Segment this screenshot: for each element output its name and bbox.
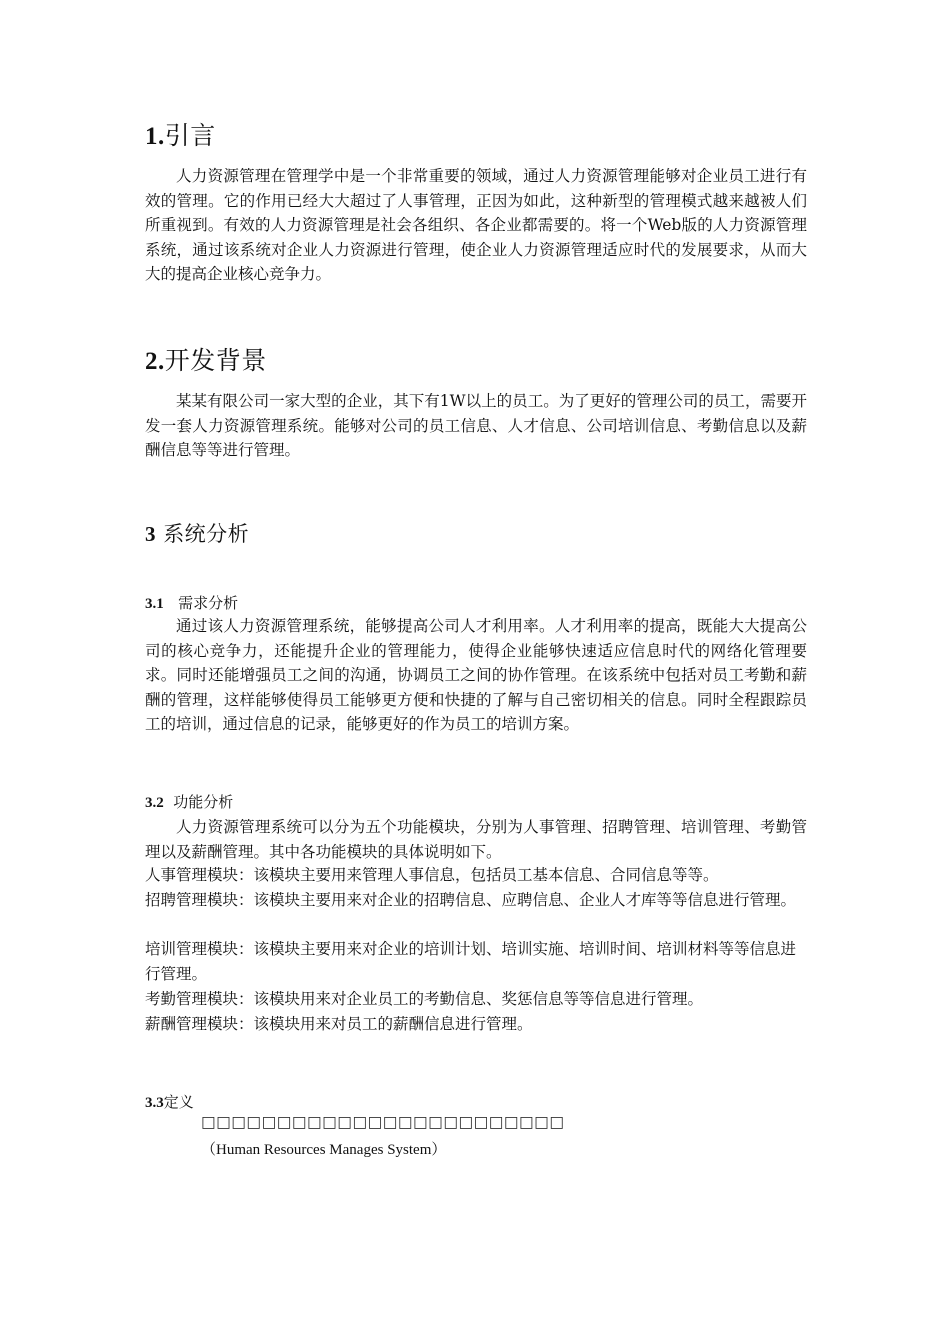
section-2-title: 开发背景 xyxy=(164,346,267,375)
section-3-number: 3 xyxy=(145,522,156,546)
subsection-3-2-intro: 人力资源管理系统可以分为五个功能模块，分别为人事管理、招聘管理、培训管理、考勤管理以及薪酬管理。其中各功能模块的具体说明如下。 xyxy=(145,818,807,861)
definition-english-name: （Human Resources Manages System） xyxy=(201,1142,447,1158)
section-3-heading xyxy=(145,518,249,548)
module-salary: 薪酬管理模块：该模块用来对员工的薪酬信息进行管理。 xyxy=(145,1015,533,1033)
subsection-3-1-paragraph: 通过该人力资源管理系统，能够提高公司人才利用率。人才利用率的提高，既能大大提高公司的核心竞争力，还能提升企业的管理能力，使得企业能够快速适应信息时代的网络化管理要求。同时还能增强员工之间的沟通，协调员工之间的协作管理。在该系统中包括对员工考勤和薪酬的管理，这样能够使得员工能够更方便和快捷的了解与自己密切相关的信息。同时全程跟踪员工的培训，通过信息的记录，能够更好的作为员工的培训方案。 xyxy=(145,617,807,733)
subsection-3-3-heading xyxy=(145,1091,194,1112)
section-2-heading xyxy=(145,341,267,377)
section-1-heading xyxy=(145,116,216,152)
subsection-3-2-number: 3.2 xyxy=(145,795,164,811)
section-2-paragraph: 某某有限公司一家大型的企业，其下有1W以上的员工。为了更好的管理公司的员工，需要开发一套人力资源管理系统。能够对公司的员工信息、人才信息、公司培训信息、考勤信息以及薪酬信息等等进行管理。 xyxy=(145,392,807,459)
module-personnel: 人事管理模块：该模块主要用来管理人事信息，包括员工基本信息、合同信息等等。 xyxy=(145,866,719,884)
section-2-number: 2. xyxy=(145,348,165,375)
module-training: 培训管理模块：该模块主要用来对企业的培训计划、培训实施、培训时间、培训材料等等信息进行管理。 xyxy=(145,940,797,983)
subsection-3-2-title: 功能分析 xyxy=(173,793,234,811)
subsection-3-1-title: 需求分析 xyxy=(178,594,239,612)
section-1-number: 1. xyxy=(145,123,165,150)
subsection-3-1-heading xyxy=(145,592,238,613)
section-1-paragraph: 人力资源管理在管理学中是一个非常重要的领域，通过人力资源管理能够对企业员工进行有效的管理。它的作用已经大大超过了人事管理，正因为如此，这种新型的管理模式越来越被人们所重视到。有效的人力资源管理是社会各组织、各企业都需要的。将一个Web版的人力资源管理系统，通过该系统对企业人力资源进行管理，使企业人力资源管理适应时代的发展要求，从而大大的提高企业核心竞争力。 xyxy=(145,167,807,283)
subsection-3-2-heading xyxy=(145,791,233,812)
section-1-title: 引言 xyxy=(164,121,216,150)
section-3-title: 系统分析 xyxy=(163,522,250,546)
module-attendance: 考勤管理模块：该模块用来对企业员工的考勤信息、奖惩信息等等信息进行管理。 xyxy=(145,990,704,1008)
definition-garbled-text: □□□□□□□□□□□□□□□□□□□□□□□□ xyxy=(201,1113,565,1131)
subsection-3-3-number: 3.3 xyxy=(145,1095,164,1111)
subsection-3-1-number: 3.1 xyxy=(145,596,164,612)
subsection-3-3-title: 定义 xyxy=(163,1093,194,1111)
module-recruitment: 招聘管理模块：该模块主要用来对企业的招聘信息、应聘信息、企业人才库等等信息进行管理。 xyxy=(145,891,797,909)
